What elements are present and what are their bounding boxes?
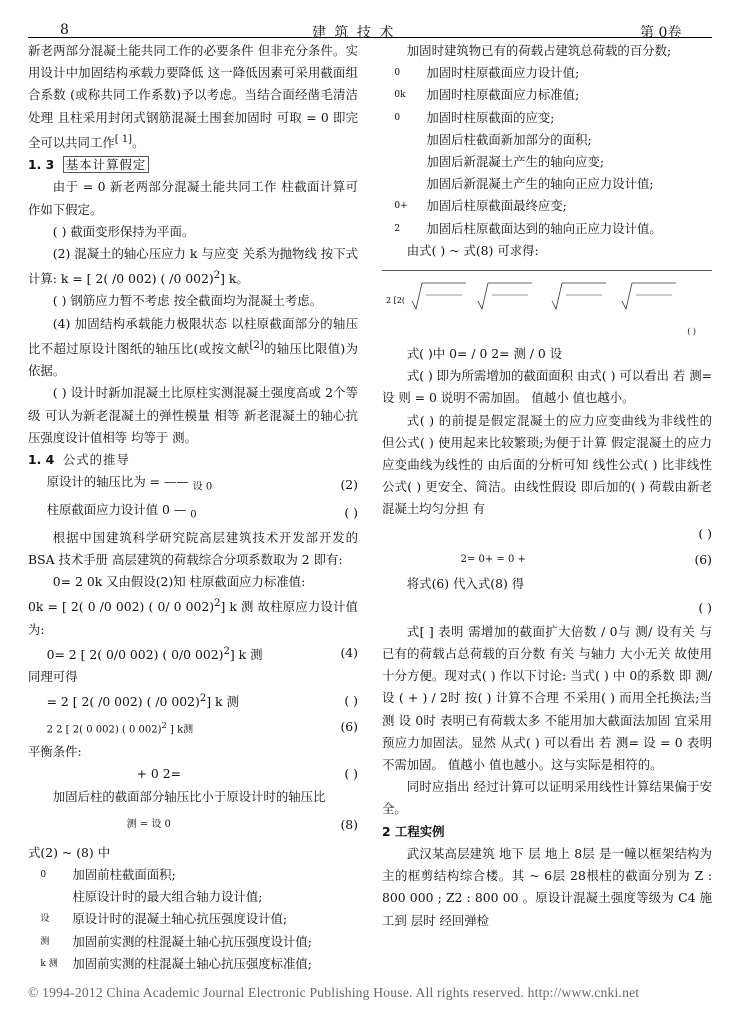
symbol-definition: 0 加固时柱原截面应力设计值; bbox=[394, 65, 580, 81]
symbol-definition: 柱原设计时的最大组合轴力设计值; bbox=[72, 889, 263, 905]
paragraph: 式( ) 即为所需增加的截面面积 由式( ) 可以看出 若 测= 设 则 = 0 说明不需加固。 值越小 值也越小。 bbox=[382, 368, 712, 406]
equation-6: 2 2 [ 2( 0 002) ( 0 002)$^2$ ] k测 (6) bbox=[46, 719, 358, 735]
equation-3: 柱原截面应力设计值 0 — $_0$ ( ) bbox=[46, 501, 358, 521]
symbol-definition: 0 加固前柱截面面积; bbox=[40, 866, 176, 882]
equation-9-lead: 2 [2( bbox=[386, 296, 405, 306]
assumption-item: ( ) 钢筋应力暂不考虑 按全截面均为混凝土考虑。 bbox=[52, 293, 323, 309]
symbol-definition: k 测 加固前实测的柱混凝土轴心抗压强度标准值; bbox=[40, 955, 312, 971]
equation-9-radicals bbox=[382, 271, 712, 327]
paragraph: 由式( ) ~ 式(8) 可求得: bbox=[406, 242, 539, 258]
section-heading-1-4: 1. 4 公式的推导 bbox=[28, 452, 130, 468]
left-column bbox=[28, 40, 358, 975]
paragraph: 将式(6) 代入式(8) 得 bbox=[406, 575, 525, 591]
paragraph: 式(2) ~ (8) 中 bbox=[28, 844, 111, 860]
sqrt-sign bbox=[552, 283, 606, 309]
paragraph: 同时应指出 经过计算可以证明采用线性计算结果偏于安全。 bbox=[382, 779, 712, 817]
equation-r2: 2= 0+ = 0 + (6) bbox=[460, 551, 712, 567]
equation-8: 测 = 设 0 (8) bbox=[126, 816, 358, 832]
paragraph: 由于 = 0 新老两部分混凝土能共同工作 柱截面计算可作如下假定。 bbox=[28, 179, 358, 217]
symbol-definition: 加固后新混凝土产生的轴向正应力设计值; bbox=[426, 176, 654, 192]
paragraph: 式( )中 0= / 0 2= 测 / 0 设 bbox=[406, 346, 563, 362]
paragraph: 式[ ] 表明 需增加的截面扩大倍数 / 0与 测/ 设有关 与已有的荷载占总荷载的百分数 有关 与轴力 大小无关 故使用十分方便。现对式( ) 作以下讨论: 当式( ) 中 0的系数 即 测/ 设 ( + ) / 2时 按( ) 计算不合理 不采用( ) 而用全托换法;当 测 设 0时 表明已有荷载太多 不能用加大截面法加固 宜采用预应力加固法。显然 从式( ) 可以看出 若 测= 设 = 0 表明不需加固。 值越小 值也越小。这与实际是相符的。 bbox=[382, 623, 712, 773]
symbol-definition: 2 加固后柱原截面达到的轴向正应力设计值。 bbox=[394, 220, 662, 236]
symbol-definition: 0 加固时柱原截面的应变; bbox=[394, 109, 555, 125]
section-heading-1-3: 1. 3 基本计算假定 bbox=[28, 154, 358, 176]
assumption-item: (4) 加固结构承载能力极限状态 以柱原截面部分的轴压比不超过原设计图纸的轴压比(或按文献[2]的轴压比限值)为依据。 bbox=[28, 315, 358, 379]
equation-2: 原设计的轴压比为 = —— $_{设 0}$ (2) bbox=[46, 474, 358, 493]
equation-r1: ( ) bbox=[698, 525, 712, 541]
paragraph: 加固后柱的截面部分轴压比小于原设计时的轴压比 bbox=[52, 788, 326, 804]
right-column bbox=[382, 40, 712, 932]
paragraph: 平衡条件: bbox=[28, 744, 82, 760]
symbol-definition: 加固后柱截面新加部分的面积; bbox=[426, 131, 592, 147]
header-rule bbox=[28, 37, 712, 38]
copyright-footer: © 1994-2012 China Academic Journal Electronic Publishing House. All rights reserved. http://www.cnki.net bbox=[28, 985, 640, 1000]
paragraph: 同理可得 bbox=[28, 669, 78, 685]
symbol-definition: 测 加固前实测的柱混凝土轴心抗压强度设计值; bbox=[40, 933, 312, 949]
equation-4: 0= 2 [ 2( 0/0 002) ( 0/0 002)$^2$] k 测 (4) bbox=[46, 645, 358, 662]
equation-5: = 2 [ 2( /0 002) ( /0 002)$^2$] k 测 ( ) bbox=[46, 692, 358, 710]
paragraph: 式( ) 的前提是假定混凝土的应力应变曲线为非线性的 但公式( ) 使用起来比较繁琐;为便于计算 假定混凝土的应力应变曲线为线性的 由后面的分析可知 线性公式( ) 比非线性公式( ) 更安全、简洁。由线性假设 即后加的( ) 荷载由新老混凝土均匀分担 有 bbox=[382, 412, 712, 517]
sqrt-sign bbox=[478, 283, 532, 309]
paragraph: 0k = [ 2( 0 /0 002) ( 0/ 0 002)$^2$] k 测 故柱原应力设计值为: bbox=[28, 598, 358, 637]
paragraph: 根据中国建筑科学研究院高层建筑技术开发部开发的 BSA 技术手册 高层建筑的荷载综合分项系数取为 2 即有: bbox=[28, 529, 358, 567]
paragraph: 新老两部分混凝土能共同工作的必要条件 但非充分条件。实用设计中加固结构承载力要降低 这一降低因素可采用截面组合系数 (或称共同工作系数)予以考虑。当结合面经凿毛清洁处理 且柱采用封闭式钢筋混凝土围套加固时 可取 = 0 即完全可以共同工作[ 1]。 bbox=[28, 43, 358, 150]
equation-7: + 0 2= ( ) bbox=[136, 766, 358, 782]
equation-9 bbox=[382, 270, 712, 343]
page-number: 8 bbox=[60, 22, 69, 38]
symbol-definition: 设 原设计时的混凝土轴心抗压强度设计值; bbox=[40, 911, 288, 927]
paragraph: 0= 2 0k 又由假设(2)知 柱原截面应力标准值: bbox=[52, 573, 306, 589]
volume-label: 第 0卷 bbox=[640, 25, 682, 41]
equation-r3: ( ) bbox=[698, 599, 712, 615]
symbol-definition: 0k 加固时柱原截面应力标准值; bbox=[394, 87, 580, 103]
assumption-item: ( ) 设计时新加混凝土比原柱实测混凝土强度高或 2个等级 可认为新老混凝土的弹性模量 相等 新老混凝土的轴心抗压强度设计值相等 均等于 测。 bbox=[28, 385, 358, 445]
assumption-item: ( ) 截面变形保持为平面。 bbox=[52, 223, 195, 239]
sqrt-sign bbox=[622, 283, 676, 309]
equation-9-number: ( ) bbox=[687, 326, 696, 336]
paragraph: 武汉某高层建筑 地下 层 地上 8层 是一幢以框架结构为主的框剪结构综合楼。其 ~ 6层 28根柱的截面分别为 Z : 800 000 ; Z2 : 800 00 。原设计混凝土强度等级为 C4 施工到 层时 经回弹检 bbox=[382, 845, 712, 928]
symbol-definition: 加固后新混凝土产生的轴向应变; bbox=[426, 154, 605, 170]
journal-title: 建 筑 技 术 bbox=[312, 25, 396, 41]
sqrt-sign bbox=[412, 283, 466, 309]
symbol-definition: 加固时建筑物已有的荷载占建筑总荷载的百分数; bbox=[406, 43, 672, 58]
symbol-definition: 0+ 加固后柱原截面最终应变; bbox=[394, 198, 567, 214]
assumption-item: (2) 混凝土的轴心压应力 k 与应变 关系为抛物线 按下式计算: k = [ 2( /0 002) ( /0 002)$^2$] k。 bbox=[28, 245, 358, 287]
section-heading-2: 2 工程实例 bbox=[382, 823, 445, 839]
